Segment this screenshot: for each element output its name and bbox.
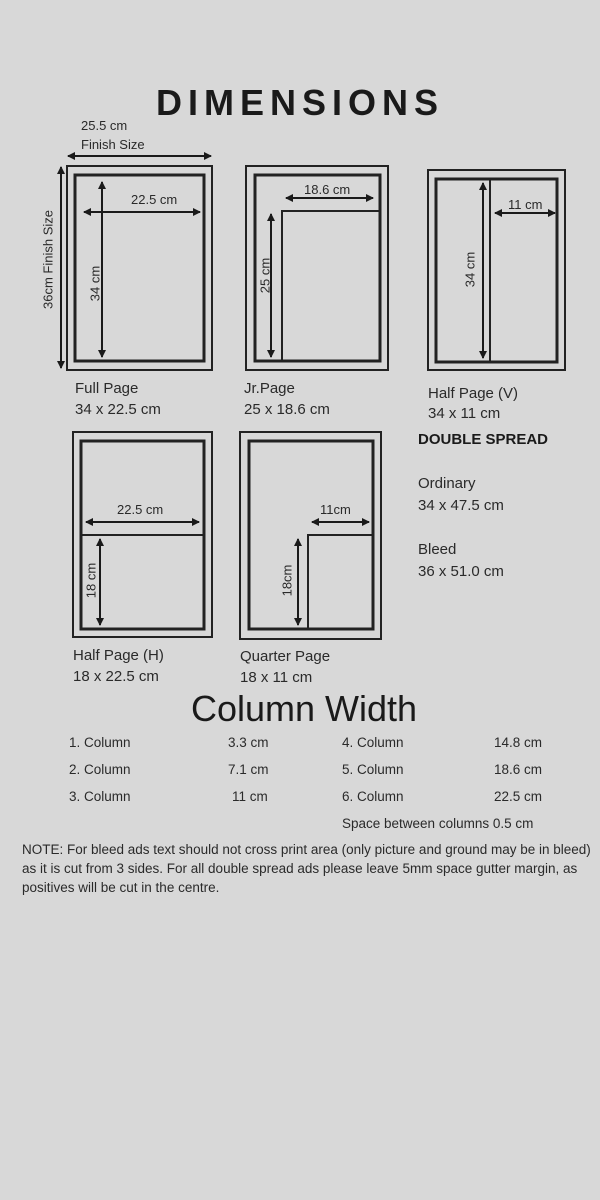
half-page-v-height-label: 34 cm	[462, 251, 478, 288]
column-width-title: Column Width	[190, 688, 418, 729]
full-page-size: 34 x 22.5 cm	[75, 401, 161, 418]
bleed-note: NOTE: For bleed ads text should not cross print area (only picture and ground may be in bleed) as it is cut from 3 sides. For all double spread ads please leave 5mm space gutter margin, as positives will be cut in the centre.	[22, 842, 591, 895]
quarter-page-size: 18 x 11 cm	[240, 669, 313, 686]
column-row-value: 11 cm	[232, 789, 268, 804]
quarter-page-width-label: 11cm	[320, 502, 351, 517]
half-page-h-name: Half Page (H)	[73, 647, 164, 664]
double-spread-ordinary-label: Ordinary	[418, 475, 476, 492]
column-row-value: 18.6 cm	[494, 762, 543, 777]
quarter-page-height-label: 18cm	[279, 564, 295, 597]
column-row-name: 3. Column	[69, 789, 131, 804]
quarter-page-diagram	[240, 432, 381, 639]
half-page-h-height-label: 18 cm	[83, 562, 99, 599]
jr-page-name: Jr.Page	[244, 380, 295, 397]
column-spacing-note: Space between columns 0.5 cm	[342, 816, 534, 831]
jr-page-width-label: 18.6 cm	[304, 182, 351, 197]
jr-page-size: 25 x 18.6 cm	[244, 401, 330, 418]
column-row-value: 14.8 cm	[494, 735, 543, 750]
double-spread-bleed-size: 36 x 51.0 cm	[418, 563, 504, 580]
half-page-v-diagram	[428, 170, 565, 370]
finish-width-label: Finish Size	[81, 137, 145, 152]
full-page-diagram	[61, 156, 212, 370]
half-page-h-width-label: 22.5 cm	[117, 502, 164, 517]
column-row-name: 2. Column	[69, 762, 131, 777]
page-title: DIMENSIONS	[155, 82, 445, 123]
half-page-v-width-label: 11 cm	[508, 197, 543, 212]
column-row-name: 5. Column	[342, 762, 404, 777]
half-page-v-size: 34 x 11 cm	[428, 405, 501, 422]
full-page-width-label: 22.5 cm	[131, 192, 178, 207]
column-row-name: 4. Column	[342, 735, 404, 750]
half-page-h-size: 18 x 22.5 cm	[73, 668, 159, 685]
half-page-v-name: Half Page (V)	[428, 385, 519, 402]
column-row-name: 1. Column	[69, 735, 131, 750]
column-row-value: 7.1 cm	[228, 762, 269, 777]
full-page-name: Full Page	[75, 380, 139, 397]
column-row-value: 22.5 cm	[494, 789, 543, 804]
jr-page-height-label: 25 cm	[257, 257, 273, 294]
finish-width-value: 25.5 cm	[81, 118, 128, 133]
finish-height-label: 36cm Finish Size	[40, 210, 56, 309]
double-spread-title: DOUBLE SPREAD	[418, 431, 549, 448]
double-spread-ordinary-size: 34 x 47.5 cm	[418, 497, 504, 514]
column-row-name: 6. Column	[342, 789, 404, 804]
double-spread-bleed-label: Bleed	[418, 541, 457, 558]
full-page-height-label: 34 cm	[87, 265, 103, 302]
column-row-value: 3.3 cm	[228, 735, 269, 750]
quarter-page-name: Quarter Page	[240, 648, 331, 665]
